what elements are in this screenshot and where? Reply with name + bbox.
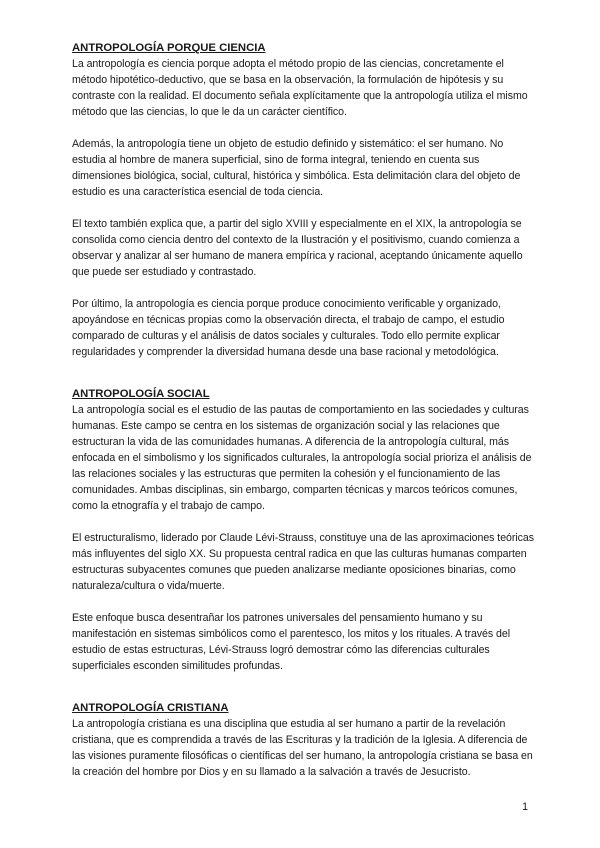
document-page [72,40,534,780]
section-cristiana [72,700,534,780]
paragraph: El estructuralismo, liderado por Claude Lévi-Strauss, constituye una de las aproximaciones teóricas más influyentes del siglo XX. Su propuesta central radica en que las culturas humanas comparten estructuras subyacentes comunes que pueden analizarse mediante oposiciones binarias, como naturaleza/cultura o vida/muerte. [72,532,534,592]
section-ciencia [72,40,534,360]
page-number: 1 [522,801,528,813]
section-heading: ANTROPOLOGÍA CRISTIANA [72,702,229,714]
paragraph: La antropología social es el estudio de las pautas de comportamiento en las sociedades y culturas humanas. Este campo se centra en los sistemas de organización social y las relaciones que estructuran la vida de las comunidades humanas. A diferencia de la antropología cultural, más enfocada en el simbolismo y los significados culturales, la antropología social prioriza el análisis de las relaciones sociales y las estructuras que permiten la cohesión y el funcionamiento de las comunidades. Ambas disciplinas, sin embargo, comparten técnicas y marcos teóricos comunes, como la etnografía y el trabajo de campo. [72,404,532,512]
paragraph: La antropología es ciencia porque adopta el método propio de las ciencias, concretamente el método hipotético-deductivo, que se basa en la observación, la formulación de hipótesis y su contraste con la realidad. El documento señala explícitamente que la antropología utiliza el mismo método que las ciencias, lo que le da un carácter científico. [72,58,528,118]
paragraph: El texto también explica que, a partir del siglo XVIII y especialmente en el XIX, la antropología se consolida como ciencia dentro del contexto de la Ilustración y el positivismo, cuando comienza a observar y analizar al ser humano de manera empírica y racional, aceptando únicamente aquello que puede ser estudiado y contrastado. [72,218,523,278]
paragraph: Por último, la antropología es ciencia porque produce conocimiento verificable y organizado, apoyándose en técnicas propias como la observación directa, el trabajo de campo, el estudio comparado de culturas y el análisis de datos sociales y culturales. Todo ello permite explicar regularidades y comprender la diversidad humana desde una base racional y metodológica. [72,298,505,358]
paragraph: Este enfoque busca desentrañar los patrones universales del pensamiento humano y su manifestación en sistemas simbólicos como el parentesco, los mitos y los rituales. A través del estudio de estas estructuras, Lévi-Strauss logró demostrar cómo las diferencias culturales superficiales esconden similitudes profundas. [72,612,511,672]
section-social [72,386,534,674]
section-heading: ANTROPOLOGÍA PORQUE CIENCIA [72,42,266,54]
paragraph: Además, la antropología tiene un objeto de estudio definido y sistemático: el ser humano. No estudia al hombre de manera superficial, sino de forma integral, teniendo en cuenta sus dimensiones biológica, social, cultural, histórica y simbólica. Esta delimitación clara del objeto de estudio es una característica esencial de toda ciencia. [72,138,521,198]
section-heading: ANTROPOLOGÍA SOCIAL [72,388,210,400]
paragraph: La antropología cristiana es una disciplina que estudia al ser humano a partir de la revelación cristiana, que es comprendida a través de las Escrituras y la tradición de la Iglesia. A diferencia de las visiones puramente filosóficas o científicas del ser humano, la antropología cristiana se basa en la creación del hombre por Dios y en su llamado a la salvación a través de Jesucristo. [72,718,533,778]
